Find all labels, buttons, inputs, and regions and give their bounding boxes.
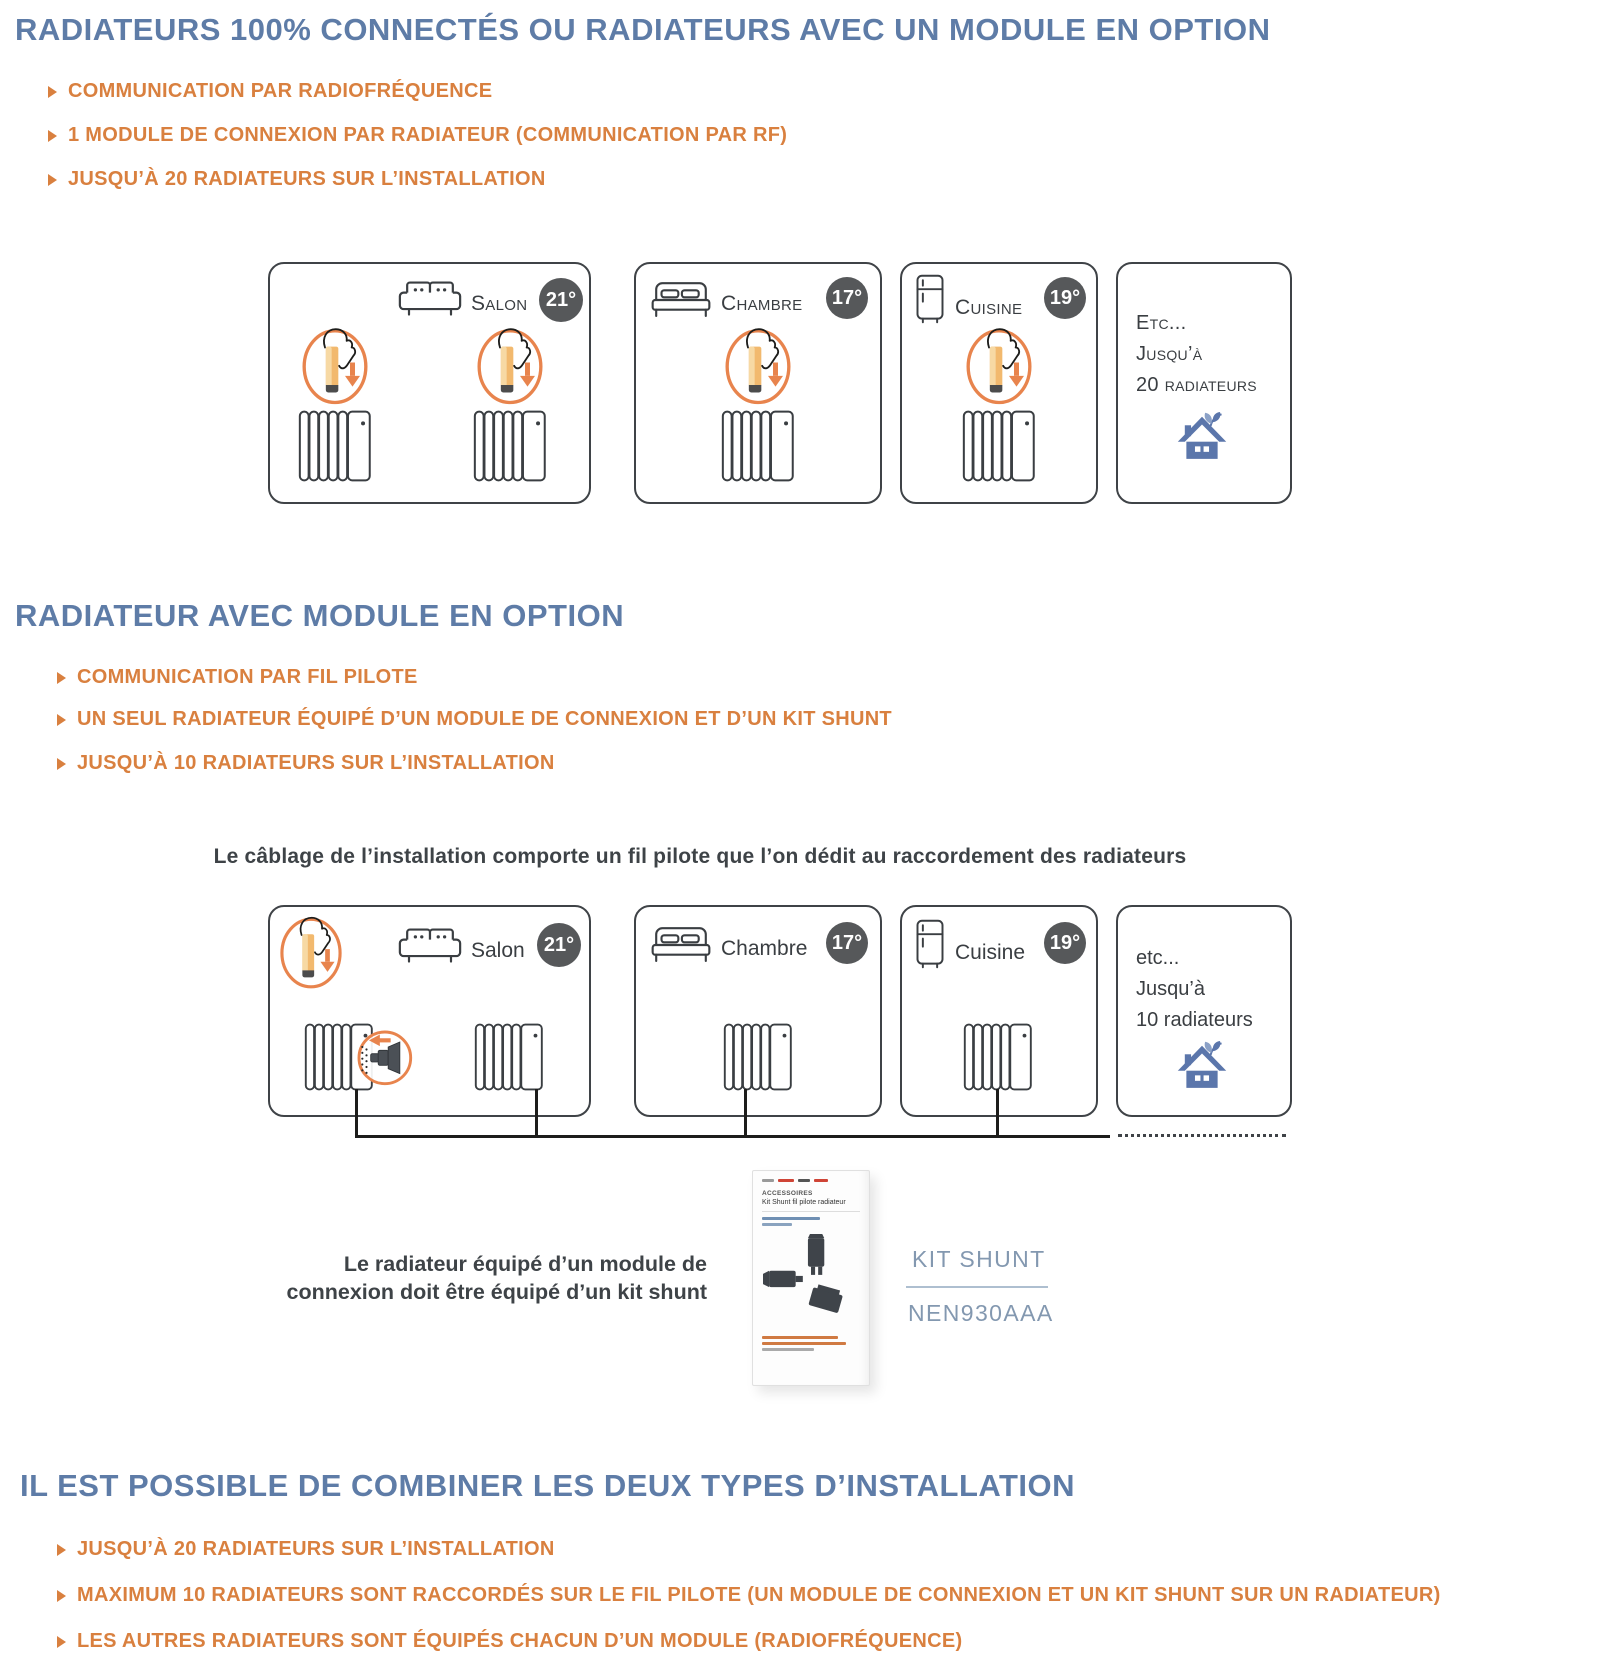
bullet-item: [48, 80, 492, 103]
pilot-wire-bus: [355, 1135, 1110, 1138]
radiator-unit: [473, 324, 547, 482]
pilot-wire-vertical: [355, 1089, 358, 1137]
pilot-wire-vertical: [996, 1089, 999, 1137]
bullet-text: JUSQU’À 20 RADIATEURS SUR L’INSTALLATION: [77, 1538, 555, 1560]
module-insert-icon: [475, 324, 545, 406]
bullet-text: JUSQU’À 10 RADIATEURS SUR L’INSTALLATION: [77, 752, 555, 774]
room-header: [914, 919, 1025, 969]
fridge-icon: [914, 274, 946, 324]
etc-line: Etc...: [1136, 312, 1187, 334]
module-insert-icon: [300, 324, 370, 406]
product-box-subtitle: Kit Shunt fil pilote radiateur: [762, 1199, 846, 1206]
module-insert-icon: [278, 913, 344, 990]
radiator-icon: [473, 410, 547, 482]
bullet-arrow-icon: [57, 1544, 66, 1556]
etc-line: Jusqu’à: [1136, 978, 1205, 1000]
room-label: Salon: [471, 292, 528, 315]
bullet-item: [57, 1584, 1441, 1607]
bullet-arrow-icon: [57, 714, 66, 726]
wiring-caption: Le câblage de l’installation comporte un fil pilote que l’on dédit au raccordement des radiateurs: [213, 845, 1187, 868]
radiator-icon: [298, 410, 372, 482]
room-card-cuisine-pilote: [900, 905, 1098, 1117]
section3-title: IL EST POSSIBLE DE COMBINER LES DEUX TYPES D’INSTALLATION: [20, 1468, 1076, 1503]
bullet-text: COMMUNICATION PAR FIL PILOTE: [77, 666, 418, 688]
section2-title: RADIATEUR AVEC MODULE EN OPTION: [15, 598, 625, 633]
room-header: [650, 925, 807, 965]
bullet-item: [57, 708, 892, 731]
product-box-decoration: [762, 1348, 814, 1351]
temperature-badge: 19°: [1044, 277, 1086, 319]
bullet-arrow-icon: [57, 1636, 66, 1648]
etc-line: 20 radiateurs: [1136, 374, 1257, 396]
kit-caption-line: Le radiateur équipé d’un module de: [343, 1252, 707, 1276]
bullet-item: [57, 1630, 962, 1653]
bullet-item: [57, 666, 418, 689]
room-card-chambre: [634, 262, 882, 504]
room-label: Salon: [471, 939, 525, 962]
shunt-devices-photo: [763, 1234, 859, 1326]
radiator-icon: [721, 410, 795, 482]
etc-line: etc...: [1136, 947, 1180, 969]
sofa-icon: [398, 278, 462, 320]
room-card-etc: [1116, 262, 1292, 504]
bullet-text: 1 MODULE DE CONNEXION PAR RADIATEUR (COMMUNICATION PAR RF): [68, 124, 788, 146]
temperature-badge: 21°: [537, 923, 581, 967]
bullet-item: [57, 752, 555, 775]
radiator-unit: [721, 324, 795, 482]
bullet-text: MAXIMUM 10 RADIATEURS SONT RACCORDÉS SUR LE FIL PILOTE (UN MODULE DE CONNEXION ET UN KIT SHUNT SUR UN RADIATEUR): [77, 1584, 1441, 1606]
bullet-item: [48, 124, 787, 147]
product-box-decoration: [762, 1211, 860, 1212]
bullet-text: UN SEUL RADIATEUR ÉQUIPÉ D’UN MODULE DE CONNEXION ET D’UN KIT SHUNT: [77, 708, 892, 730]
product-box-decoration: [762, 1336, 838, 1339]
room-header: [398, 278, 527, 320]
room-card-salon: [268, 262, 591, 504]
room-label: Chambre: [721, 937, 808, 960]
sofa-icon: [398, 925, 462, 967]
kit-shunt-caption: [197, 1250, 707, 1307]
room-label: Cuisine: [955, 941, 1026, 964]
module-insert-icon: [964, 324, 1034, 406]
room-header: [650, 280, 802, 320]
bullet-arrow-icon: [57, 758, 66, 770]
bullet-arrow-icon: [57, 1590, 66, 1602]
temperature-badge: 17°: [826, 922, 868, 964]
eco-house-icon: [1176, 1041, 1228, 1091]
radiator-icon: [723, 1023, 793, 1091]
kit-shunt-product-image: [752, 1170, 870, 1386]
room-card-etc-pilote: [1116, 905, 1292, 1117]
product-box-decoration: [762, 1217, 820, 1220]
room-card-chambre-pilote: [634, 905, 882, 1117]
product-box-title: ACCESSOIRES: [762, 1190, 813, 1197]
pilot-wire-dotted-continuation: [1118, 1134, 1286, 1137]
etc-text: [1136, 943, 1253, 1036]
bullet-arrow-icon: [48, 86, 57, 98]
bullet-item: [57, 1538, 555, 1561]
radiator-icon: [962, 410, 1036, 482]
etc-text: [1136, 308, 1257, 401]
room-header: [914, 274, 1022, 324]
bullet-arrow-icon: [57, 672, 66, 684]
bullet-text: COMMUNICATION PAR RADIOFRÉQUENCE: [68, 80, 493, 102]
bullet-text: LES AUTRES RADIATEURS SONT ÉQUIPÉS CHACUN D’UN MODULE (RADIOFRÉQUENCE): [77, 1630, 963, 1652]
room-label: Cuisine: [955, 296, 1023, 319]
bed-icon: [650, 925, 712, 965]
temperature-badge: 21°: [539, 278, 583, 322]
bullet-arrow-icon: [48, 130, 57, 142]
eco-house-icon: [1176, 412, 1228, 462]
kit-shunt-name: KIT SHUNT: [912, 1246, 1046, 1272]
product-box-decoration: [762, 1179, 860, 1182]
radiator-unit: [962, 324, 1036, 482]
pilot-wire-vertical: [535, 1089, 538, 1137]
bullet-text: JUSQU’À 20 RADIATEURS SUR L’INSTALLATION: [68, 168, 546, 190]
radiator-icon: [474, 1023, 544, 1091]
section1-title: RADIATEURS 100% CONNECTÉS OU RADIATEURS AVEC UN MODULE EN OPTION: [15, 12, 1271, 47]
product-box-decoration: [762, 1223, 792, 1226]
radiator-icon: [963, 1023, 1033, 1091]
room-label: Chambre: [721, 292, 803, 315]
room-header: [398, 925, 525, 967]
radiator-unit: [298, 324, 372, 482]
kit-caption-line: connexion doit être équipé d’un kit shunt: [286, 1280, 707, 1305]
shunt-kit-icon: [354, 1027, 414, 1087]
bullet-arrow-icon: [48, 174, 57, 186]
temperature-badge: 19°: [1044, 922, 1086, 964]
etc-line: 10 radiateurs: [1136, 1009, 1253, 1031]
bullet-item: [48, 168, 546, 191]
fridge-icon: [914, 919, 946, 969]
kit-shunt-reference: NEN930AAA: [908, 1300, 1054, 1326]
room-card-cuisine: [900, 262, 1098, 504]
pilot-wire-vertical: [744, 1089, 747, 1137]
module-insert-icon: [723, 324, 793, 406]
kit-shunt-divider: [906, 1286, 1048, 1288]
product-box-decoration: [762, 1342, 846, 1345]
etc-line: Jusqu’à: [1136, 343, 1203, 365]
temperature-badge: 17°: [826, 277, 868, 319]
room-card-salon-pilote: [268, 905, 591, 1117]
bed-icon: [650, 280, 712, 320]
